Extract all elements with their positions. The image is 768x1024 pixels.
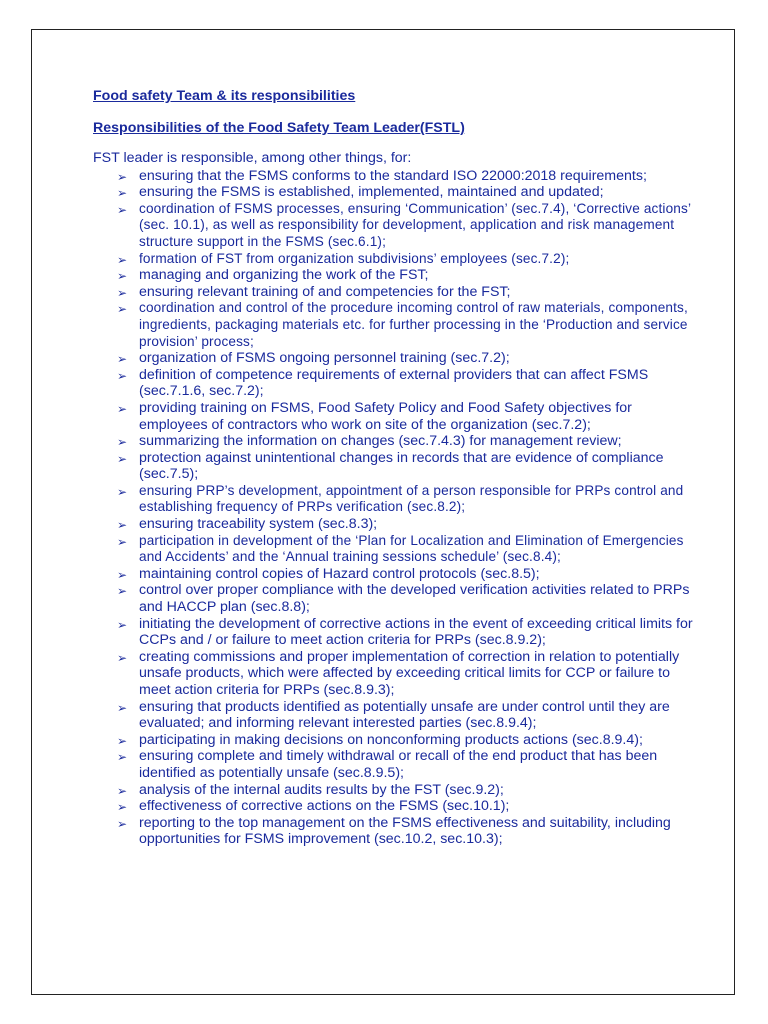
list-item-text: participation in development of the ‘Plan for Localization and Elimination of Emergencies and Accidents’ and the ‘Annual training sessions schedule’ (sec.8.4); <box>139 532 684 565</box>
document-body <box>93 86 693 848</box>
list-item <box>93 798 693 815</box>
arrow-bullet-icon: ➢ <box>117 285 128 300</box>
arrow-bullet-icon: ➢ <box>117 169 128 184</box>
list-item <box>93 699 693 732</box>
list-item-text: ensuring complete and timely withdrawal or recall of the end product that has been identified as potentially unsafe (sec.8.9.5); <box>139 748 658 781</box>
list-item <box>93 300 693 350</box>
list-item-text: protection against unintentional changes in records that are evidence of compliance (sec.7.5); <box>139 449 664 483</box>
arrow-bullet-icon: ➢ <box>117 567 128 582</box>
arrow-bullet-icon: ➢ <box>117 484 128 499</box>
list-item <box>93 251 693 268</box>
list-item <box>93 516 693 533</box>
list-item-text: coordination and control of the procedure incoming control of raw materials, components, ingredients, packaging materials etc. for further processing in the ‘Production and service provision’ process; <box>139 300 688 349</box>
list-item <box>93 201 693 251</box>
subsection-heading: Responsibilities of the Food Safety Team Leader(FSTL) <box>93 120 465 136</box>
arrow-bullet-icon: ➢ <box>117 302 128 317</box>
arrow-bullet-icon: ➢ <box>117 435 128 450</box>
arrow-bullet-icon: ➢ <box>117 783 128 798</box>
list-item-text: ensuring PRP’s development, appointment of a person responsible for PRPs control and establishing frequency of PRPs verification (sec.8.2); <box>139 482 684 515</box>
arrow-bullet-icon: ➢ <box>117 750 128 765</box>
list-item <box>93 450 693 483</box>
list-item-text: analysis of the internal audits results by the FST (sec.9.2); <box>139 781 504 798</box>
list-item-text: managing and organizing the work of the FST; <box>139 267 429 284</box>
list-item <box>93 815 693 848</box>
list-item <box>93 649 693 699</box>
list-item-text: organization of FSMS ongoing personnel training (sec.7.2); <box>139 350 510 367</box>
arrow-bullet-icon: ➢ <box>117 733 128 748</box>
list-item-text: initiating the development of corrective actions in the event of exceeding critical limits for CCPs and / or failure to meet action criteria for PRPs (sec.8.9.2); <box>139 615 693 649</box>
list-item-text: providing training on FSMS, Food Safety Policy and Food Safety objectives for employees of contractors who work on site of the organization (sec.7.2); <box>139 399 632 433</box>
arrow-bullet-icon: ➢ <box>117 352 128 367</box>
list-item-text: coordination of FSMS processes, ensuring ‘Communication’ (sec.7.4), ‘Corrective actions’ (sec. 10.1), as well as responsibility for development, application and risk management structure support in the FSMS (sec.6.1); <box>139 200 691 249</box>
list-item <box>93 367 693 400</box>
list-item-text: control over proper compliance with the developed verification activities related to PRPs and HACCP plan (sec.8.8); <box>139 582 690 616</box>
arrow-bullet-icon: ➢ <box>117 368 128 383</box>
list-item-text: maintaining control copies of Hazard control protocols (sec.8.5); <box>139 565 540 582</box>
list-item-text: definition of competence requirements of external providers that can affect FSMS (sec.7.1.6, sec.7.2); <box>139 366 649 400</box>
list-item <box>93 350 693 367</box>
list-item-text: formation of FST from organization subdivisions’ employees (sec.7.2); <box>139 250 570 266</box>
list-item-text: ensuring traceability system (sec.8.3); <box>139 516 378 533</box>
arrow-bullet-icon: ➢ <box>117 617 128 632</box>
list-item <box>93 433 693 450</box>
list-item <box>93 566 693 583</box>
list-item <box>93 782 693 799</box>
list-item <box>93 284 693 301</box>
list-item <box>93 168 693 185</box>
list-item-text: summarizing the information on changes (sec.7.4.3) for management review; <box>139 433 622 450</box>
responsibility-list <box>93 168 693 848</box>
arrow-bullet-icon: ➢ <box>117 186 128 201</box>
list-item-text: participating in making decisions on nonconforming products actions (sec.8.9.4); <box>139 731 643 748</box>
arrow-bullet-icon: ➢ <box>117 700 128 715</box>
arrow-bullet-icon: ➢ <box>117 269 128 284</box>
arrow-bullet-icon: ➢ <box>117 534 128 549</box>
list-item <box>93 400 693 433</box>
arrow-bullet-icon: ➢ <box>117 401 128 416</box>
list-item-text: ensuring the FSMS is established, implemented, maintained and updated; <box>139 184 604 201</box>
intro-text: FST leader is responsible, among other things, for: <box>93 150 412 166</box>
arrow-bullet-icon: ➢ <box>117 816 128 831</box>
arrow-bullet-icon: ➢ <box>117 650 128 665</box>
list-item-text: ensuring that products identified as potentially unsafe are under control until they are evaluated; and informing relevant interested parties (sec.8.9.4); <box>139 698 670 732</box>
arrow-bullet-icon: ➢ <box>117 584 128 599</box>
list-item <box>93 582 693 615</box>
section-heading: Food safety Team & its responsibilities <box>93 88 356 104</box>
list-item <box>93 483 693 516</box>
list-item-text: creating commissions and proper implementation of correction in relation to potentially unsafe products, which were affected by exceeding critical limits for CCP or failure to meet action criteria for PRPs (sec.8.9.3); <box>139 648 680 698</box>
list-item <box>93 184 693 201</box>
list-item-text: effectiveness of corrective actions on the FSMS (sec.10.1); <box>139 798 510 815</box>
arrow-bullet-icon: ➢ <box>117 202 128 217</box>
list-item <box>93 616 693 649</box>
list-item <box>93 267 693 284</box>
list-item-text: ensuring relevant training of and competencies for the FST; <box>139 283 511 300</box>
list-item <box>93 732 693 749</box>
arrow-bullet-icon: ➢ <box>117 451 128 466</box>
list-item-text: ensuring that the FSMS conforms to the standard ISO 22000:2018 requirements; <box>139 167 647 184</box>
arrow-bullet-icon: ➢ <box>117 252 128 267</box>
list-item <box>93 748 693 781</box>
list-item <box>93 533 693 566</box>
arrow-bullet-icon: ➢ <box>117 800 128 815</box>
list-item-text: reporting to the top management on the FSMS effectiveness and suitability, including opportunities for FSMS improvement (sec.10.2, sec.10.3); <box>139 814 671 848</box>
arrow-bullet-icon: ➢ <box>117 518 128 533</box>
